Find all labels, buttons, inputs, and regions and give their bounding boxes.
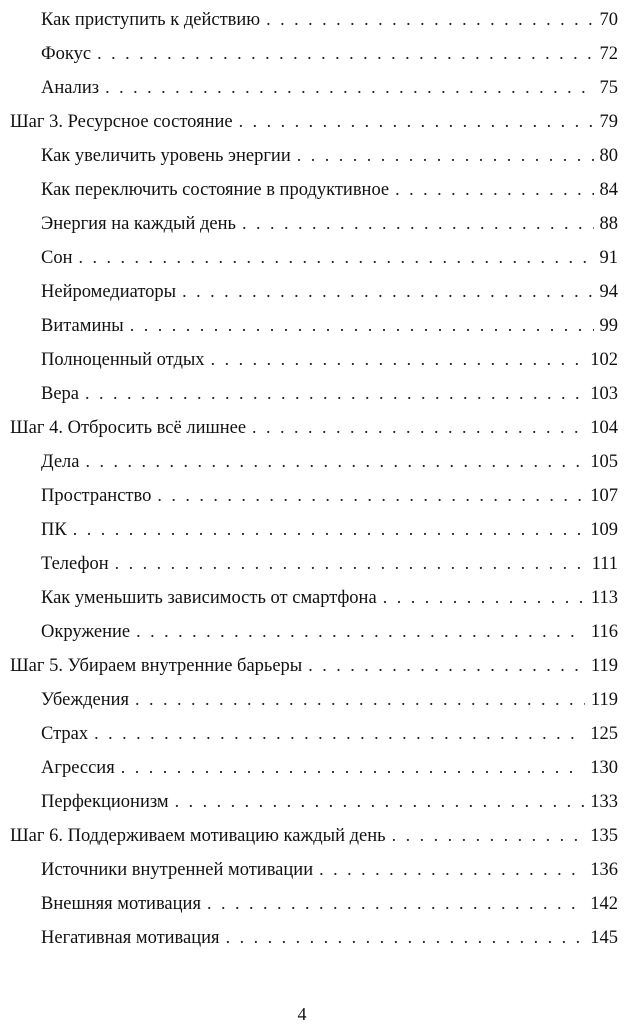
toc-dot-leader [211, 342, 585, 376]
toc-entry-title: Сон [41, 248, 73, 268]
toc-entry-page-number: 105 [590, 452, 618, 472]
toc-dot-leader [86, 444, 585, 478]
toc-entry-title: Фокус [41, 44, 92, 64]
toc-section-entry [10, 138, 618, 172]
toc-dot-leader [395, 172, 593, 206]
toc-entry-page-number: 130 [590, 758, 618, 778]
toc-entry-title: Шаг 4. Отбросить всё лишнее [10, 418, 247, 438]
toc-entry-page-number: 119 [590, 656, 618, 676]
toc-entry-page-number: 102 [590, 350, 618, 370]
toc-entry-page-number: 133 [590, 792, 618, 812]
toc-entry-title: Как переключить состояние в продуктивное [41, 180, 390, 200]
toc-section-entry [10, 478, 618, 512]
toc-entry-page-number: 135 [590, 826, 618, 846]
toc-entry-page-number: 103 [590, 384, 618, 404]
toc-dot-leader [308, 648, 585, 682]
toc-entry-page-number: 145 [590, 928, 618, 948]
toc-entry-title: Перфекционизм [41, 792, 169, 812]
toc-entry-title: Убеждения [41, 690, 130, 710]
toc-entry-title: Страх [41, 724, 89, 744]
toc-entry-title: Как приступить к действию [41, 10, 261, 30]
toc-dot-leader [383, 580, 585, 614]
toc-entry-title: Нейромедиаторы [41, 282, 177, 302]
toc-dot-leader [239, 104, 594, 138]
toc-entry-title: Дела [41, 452, 80, 472]
toc-dot-leader [392, 818, 585, 852]
toc-entry-title: Витамины [41, 316, 124, 336]
toc-section-entry [10, 172, 618, 206]
toc-entry-title: Окружение [41, 622, 131, 642]
toc-dot-leader [130, 308, 594, 342]
toc-dot-leader [252, 410, 584, 444]
toc-entry-title: Вера [41, 384, 80, 404]
toc-dot-leader [297, 138, 594, 172]
toc-dot-leader [97, 36, 593, 70]
toc-section-entry [10, 376, 618, 410]
toc-entry-title: Шаг 6. Поддерживаем мотивацию каждый день [10, 826, 386, 846]
toc-entry-title: Источники внутренней мотивации [41, 860, 314, 880]
toc-section-entry [10, 444, 618, 478]
toc-section-entry [10, 784, 618, 818]
toc-chapter-entry [10, 410, 618, 444]
toc-section-entry [10, 308, 618, 342]
toc-entry-title: Анализ [41, 78, 100, 98]
toc-entry-page-number: 75 [599, 78, 618, 98]
toc-entry-page-number: 70 [599, 10, 618, 30]
toc-section-entry [10, 240, 618, 274]
toc-section-entry [10, 2, 618, 36]
toc-section-entry [10, 614, 618, 648]
toc-entry-title: Внешняя мотивация [41, 894, 201, 914]
toc-section-entry [10, 274, 618, 308]
toc-dot-leader [94, 716, 584, 750]
toc-chapter-entry [10, 104, 618, 138]
toc-section-entry [10, 36, 618, 70]
toc-entry-page-number: 84 [599, 180, 618, 200]
toc-entry-title: ПК [41, 520, 67, 540]
toc-section-entry [10, 852, 618, 886]
toc-section-entry [10, 580, 618, 614]
toc-chapter-entry [10, 648, 618, 682]
toc-entry-page-number: 104 [590, 418, 618, 438]
toc-section-entry [10, 716, 618, 750]
toc-section-entry [10, 546, 618, 580]
toc-section-entry [10, 342, 618, 376]
toc-dot-leader [319, 852, 584, 886]
toc-section-entry [10, 886, 618, 920]
toc-dot-leader [182, 274, 593, 308]
toc-dot-leader [207, 886, 584, 920]
toc-dot-leader [135, 682, 585, 716]
toc-entry-page-number: 94 [599, 282, 618, 302]
toc-dot-leader [242, 206, 594, 240]
toc-dot-leader [226, 920, 585, 954]
toc-entry-page-number: 107 [590, 486, 618, 506]
toc-entry-title: Шаг 3. Ресурсное состояние [10, 112, 233, 132]
toc-entry-title: Телефон [41, 554, 109, 574]
toc-entry-title: Полноценный отдых [41, 350, 205, 370]
toc-entry-page-number: 72 [599, 44, 618, 64]
toc-entry-page-number: 116 [590, 622, 618, 642]
toc-dot-leader [136, 614, 585, 648]
toc-section-entry [10, 750, 618, 784]
toc-entry-title: Как увеличить уровень энергии [41, 146, 291, 166]
toc-entry-page-number: 136 [590, 860, 618, 880]
toc-section-entry [10, 920, 618, 954]
toc-entry-page-number: 142 [590, 894, 618, 914]
table-of-contents [10, 2, 618, 954]
toc-dot-leader [73, 512, 585, 546]
toc-dot-leader [79, 240, 594, 274]
toc-section-entry [10, 512, 618, 546]
toc-entry-page-number: 80 [599, 146, 618, 166]
toc-entry-title: Как уменьшить зависимость от смартфона [41, 588, 377, 608]
toc-section-entry [10, 682, 618, 716]
toc-entry-page-number: 79 [599, 112, 618, 132]
toc-entry-page-number: 125 [590, 724, 618, 744]
toc-dot-leader [105, 70, 593, 104]
toc-entry-page-number: 91 [599, 248, 618, 268]
toc-section-entry [10, 206, 618, 240]
toc-section-entry [10, 70, 618, 104]
toc-entry-page-number: 109 [590, 520, 618, 540]
toc-entry-title: Пространство [41, 486, 152, 506]
toc-chapter-entry [10, 818, 618, 852]
toc-dot-leader [115, 546, 586, 580]
toc-entry-title: Негативная мотивация [41, 928, 220, 948]
toc-entry-page-number: 99 [599, 316, 618, 336]
toc-entry-title: Агрессия [41, 758, 115, 778]
toc-entry-page-number: 111 [591, 554, 618, 574]
toc-entry-page-number: 113 [590, 588, 618, 608]
toc-dot-leader [175, 784, 585, 818]
toc-dot-leader [266, 2, 593, 36]
toc-entry-page-number: 88 [599, 214, 618, 234]
toc-entry-title: Энергия на каждый день [41, 214, 236, 234]
toc-dot-leader [85, 376, 584, 410]
toc-entry-page-number: 119 [590, 690, 618, 710]
page-number: 4 [297, 1004, 307, 1024]
toc-dot-leader [157, 478, 584, 512]
toc-entry-title: Шаг 5. Убираем внутренние барьеры [10, 656, 303, 676]
toc-dot-leader [121, 750, 585, 784]
